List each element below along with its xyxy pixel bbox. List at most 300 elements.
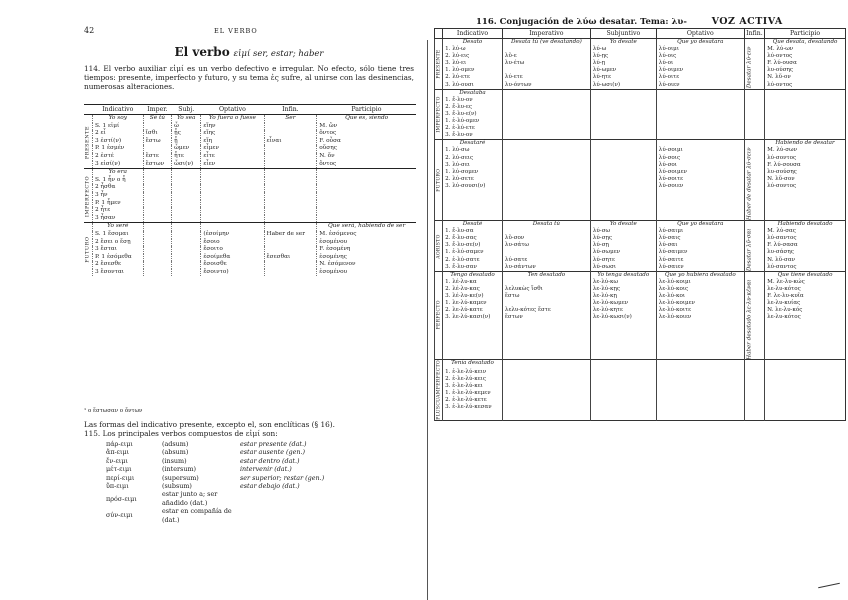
- verb-meaning: estar debajo (dat.): [240, 482, 300, 491]
- form-line: λε-λύ-κητε: [592, 307, 623, 314]
- form-line: λε-λύ-κοιμι: [658, 278, 691, 285]
- table-cell: [201, 192, 264, 200]
- table-cell: M. ὤν: [317, 123, 416, 131]
- table-cell: [143, 261, 172, 269]
- forms-part: [765, 228, 846, 271]
- form-line: 3. λέ-λυ-κε(ν): [445, 293, 484, 300]
- form-line: 3. λύ-σει: [445, 161, 470, 168]
- form-line: λυ-σούσης: [767, 168, 797, 175]
- verb-latin: (supersum): [162, 473, 199, 482]
- tense-col-header: [435, 29, 443, 39]
- tense-gloss: Que desata, desatando: [765, 39, 846, 47]
- form-line: 2. λέ-λυ-κας: [445, 285, 480, 292]
- form-line: λε-λυ-κότος: [767, 314, 801, 321]
- infinitive-gloss-spacer: [744, 271, 764, 279]
- form-line: λε-λύ-κῃ: [592, 293, 617, 300]
- table-cell: 3 ἐστί(ν): [93, 138, 144, 146]
- forms-ind: [443, 46, 503, 89]
- form-line: 3. ἐ-λε-λύ-κεσαν: [445, 404, 492, 411]
- verb-row: [106, 448, 328, 456]
- table-cell: ὦμεν: [172, 145, 201, 153]
- forms-ind: [443, 97, 503, 140]
- table-cell: [143, 200, 172, 208]
- forms-inf: [744, 147, 764, 220]
- table-cell: 2 ἔσεσθε: [93, 261, 144, 269]
- form-line: λε-λύ-κοιεν: [658, 314, 692, 321]
- table-cell: [201, 184, 264, 192]
- table-row: [84, 153, 416, 161]
- form-line: 1. ἐ-λε-λύ-κειν: [445, 368, 487, 375]
- form-line: λε-λύ-κωσι(ν): [592, 314, 632, 321]
- table-cell: εἴην: [201, 123, 264, 131]
- tense-gloss: Que será, habiendo de ser: [317, 223, 416, 231]
- form-line: 2. ἐ-λε-λύ-κεις: [445, 375, 486, 382]
- form-line: 2. ἐ-λύ-σατε: [445, 256, 480, 263]
- table-row: [84, 130, 416, 138]
- table-cell: ἐσομένου: [317, 269, 416, 277]
- forms-sub: [590, 46, 656, 89]
- tense-gloss: Que yo hubiera desatado: [656, 271, 744, 279]
- table-cell: [172, 269, 201, 277]
- tense-gloss: Habiendo de desatar: [765, 140, 846, 148]
- table-cell: 3 ἔσται: [93, 246, 144, 254]
- table-cell: 2 ἦτε: [93, 207, 144, 215]
- form-line: λύ-οιεν: [658, 81, 680, 88]
- column-header: Participio: [765, 29, 846, 39]
- form-line: 3. λε-λύ-κασι(ν): [445, 314, 491, 321]
- form-line: M. λύ-σων: [767, 147, 797, 154]
- form-line: 1. ἐ-λύ-ομεν: [445, 118, 480, 125]
- tense-gloss: [502, 360, 590, 369]
- form-line: λύ-σητε: [592, 256, 615, 263]
- table-row: [84, 145, 416, 153]
- tense-gloss: [264, 223, 317, 231]
- table-cell: 2 ἐστέ: [93, 153, 144, 161]
- table-cell: εἶναι: [264, 138, 317, 146]
- table-cell: [264, 123, 317, 131]
- verb-meaning: estar presente (dat.): [240, 440, 307, 448]
- form-line: [505, 279, 588, 286]
- tense-gloss: Que yo desatara: [656, 221, 744, 229]
- form-line: M. λε-λυ-κώς: [767, 278, 805, 285]
- table-row: [84, 123, 416, 131]
- form-line: 3. λύ-ει: [445, 60, 467, 67]
- table-cell: [172, 254, 201, 262]
- tense-label: PERFECTO: [435, 271, 443, 359]
- tense-gloss: [590, 89, 656, 97]
- table-row: [84, 161, 416, 169]
- table-cell: [264, 161, 317, 169]
- table-row: [84, 231, 416, 239]
- tense-gloss: Que yo desatara: [656, 39, 744, 47]
- table-cell: εἶεν: [201, 161, 264, 169]
- form-line: λύ-οι: [658, 60, 674, 67]
- form-line: 1. ἐ-λε-λύ-κεμεν: [445, 390, 491, 397]
- form-line: N. λῦ-σον: [767, 175, 795, 182]
- table-cell: [264, 184, 317, 192]
- form-line: λε-λύ-κοις: [658, 285, 689, 292]
- verb-latin: estar en compañía de (dat.): [162, 507, 232, 524]
- forms-imp: [502, 369, 590, 421]
- form-line: λε-λύ-κῃς: [592, 285, 621, 292]
- tense-gloss: [143, 223, 172, 231]
- paragraph-enclitic: Las formas del indicativo presente, excepto el, son enclíticas (§ 16).: [84, 420, 335, 429]
- table-row: [84, 254, 416, 262]
- form-line: 2. λύ-ετε: [445, 74, 470, 81]
- verb-greek: σύν-ειμι: [106, 511, 133, 520]
- form-line: 3. ἔ-λυ-σε(ν): [445, 242, 481, 249]
- form-line: λύ-οιμεν: [658, 67, 684, 74]
- form-line: λε-λυ-κυίας: [767, 300, 801, 307]
- form-line: 2. ἐ-λύ-ετε: [445, 125, 475, 132]
- form-line: 3. ἔ-λυ-ε(ν): [445, 110, 477, 117]
- tense-gloss: Desata tú (ve desatando): [502, 39, 590, 47]
- tense-label: FUTURO: [84, 223, 93, 277]
- form-line: λε-λυ-κότος: [767, 285, 801, 292]
- forms-imp: [502, 228, 590, 271]
- table-cell: 2 εἶ: [93, 130, 144, 138]
- verb-latin: (intersum): [162, 465, 197, 474]
- right-page: [430, 0, 848, 600]
- table-cell: ἔστων: [143, 161, 172, 169]
- table-cell: οὔσης: [317, 145, 416, 153]
- form-line: 3. ἐ-λε-λύ-κει: [445, 382, 483, 389]
- tense-gloss: [201, 169, 264, 177]
- page-gutter: [427, 40, 428, 600]
- form-line: 1. ἔ-λυ-ον: [445, 96, 473, 103]
- tense-header-row: [435, 221, 846, 229]
- table-cell: [143, 215, 172, 223]
- table-cell: ἔσεσθαι: [264, 254, 317, 262]
- form-line: λε-λύ-κοι: [658, 293, 686, 300]
- verb-row: [106, 474, 328, 482]
- infinitive-gloss-spacer: [744, 39, 764, 47]
- tense-gloss: Tenía desatado: [443, 360, 503, 369]
- forms-opt: [656, 279, 744, 360]
- verb-row: [106, 482, 328, 490]
- table-row: [84, 239, 416, 247]
- table-cell: 3 ἔσονται: [93, 269, 144, 277]
- column-header: Infin.: [746, 30, 763, 37]
- verb-greek: πάρ-ειμι: [106, 440, 133, 448]
- forms-inf: [744, 228, 764, 271]
- form-line: [505, 228, 588, 235]
- table-cell: P. 1 ἐσόμεθα: [93, 254, 144, 262]
- forms-part: [765, 279, 846, 360]
- verb-row: [106, 440, 328, 448]
- forms-part: [765, 147, 846, 220]
- table-cell: [172, 207, 201, 215]
- table-cell: ᾖ: [172, 138, 201, 146]
- column-header: Indicativo: [443, 29, 503, 39]
- forms-part: [765, 46, 846, 89]
- form-line: λύ-οιτε: [658, 74, 680, 81]
- table-cell: [201, 177, 264, 185]
- form-line: λε-λύ-κοιμεν: [658, 300, 695, 307]
- eimi-conjugation-table: [84, 104, 416, 276]
- form-line: λύ-ῃς: [592, 53, 609, 60]
- compound-verbs-list: [106, 440, 328, 524]
- table-cell: [201, 200, 264, 208]
- table-cell: ᾖς: [172, 130, 201, 138]
- forms-ind: [443, 369, 503, 421]
- tense-forms-row: [435, 228, 846, 271]
- forms-part: [765, 97, 846, 140]
- tense-forms-row: [435, 369, 846, 421]
- tense-label: PRESENTE: [435, 39, 443, 90]
- tense-gloss: Yo sea: [172, 115, 201, 123]
- form-line: 1. λύ-ομεν: [445, 67, 475, 74]
- form-line: ἔστων: [504, 314, 523, 321]
- tense-header-row: [84, 223, 416, 231]
- column-header: Optativo: [201, 105, 264, 115]
- verb-meaning: intervenir (dat.): [240, 465, 292, 474]
- table-cell: [172, 177, 201, 185]
- table-cell: [172, 184, 201, 192]
- infinitive-gloss: Haber desatado: [746, 314, 753, 360]
- forms-opt: [656, 228, 744, 271]
- form-line: 2. λύ-εις: [445, 53, 470, 60]
- table-cell: [172, 246, 201, 254]
- forms-opt: [656, 97, 744, 140]
- form-line: N. λε-λυ-κός: [767, 307, 803, 314]
- form-line: 1. ἔ-λυ-σα: [445, 228, 474, 235]
- tense-header-row: [84, 115, 416, 123]
- table-cell: 2 ἔσει ο ἔσῃ: [93, 239, 144, 247]
- form-line: N. λῦ-ον: [767, 74, 791, 81]
- infinitive-gloss-spacer: [744, 360, 764, 369]
- verb-latin: estar junto a; ser añadido (dat.): [162, 490, 218, 507]
- form-line: 3. ἔ-λυ-ον: [445, 132, 473, 139]
- conjugation-heading: 116. Conjugación de λύω desatar. Tema: λυ-: [476, 17, 687, 27]
- form-line: [505, 249, 588, 256]
- tense-gloss: [656, 89, 744, 97]
- verb-row: [106, 507, 328, 524]
- forms-ind: [443, 279, 503, 360]
- table-cell: [143, 269, 172, 277]
- form-line: 2. λύ-σεις: [445, 154, 474, 161]
- forms-imp: [502, 279, 590, 360]
- table-cell: P. 1 ἐσμέν: [93, 145, 144, 153]
- table-cell: [317, 177, 416, 185]
- table-cell: [143, 254, 172, 262]
- table-cell: ἦτε: [172, 153, 201, 161]
- table-cell: ὦσι(ν): [172, 161, 201, 169]
- table-cell: [172, 192, 201, 200]
- form-line: λύ-ωσι(ν): [592, 81, 621, 88]
- form-line: M. λύ-ων: [767, 46, 794, 53]
- verb-meaning: estar ausente (gen.): [240, 448, 306, 457]
- infinitive-form: λε-λυ-κέναι: [746, 279, 753, 313]
- table-cell: [317, 207, 416, 215]
- table-cell: [143, 192, 172, 200]
- forms-inf: [744, 97, 764, 140]
- form-line: 1. λύ-σομεν: [445, 168, 479, 175]
- table-cell: ἐσομένου: [317, 239, 416, 247]
- column-header: Infin.: [264, 105, 317, 115]
- tense-gloss: Habiendo desatado: [765, 221, 846, 229]
- form-line: λύ-σῃς: [592, 235, 612, 242]
- table-cell: S. 1 ἔσομαι: [93, 231, 144, 239]
- column-header: Imperativo: [502, 29, 590, 39]
- pencil-mark: [818, 583, 840, 589]
- form-line: λυ-ούσης: [767, 67, 794, 74]
- table-cell: [317, 200, 416, 208]
- form-line: F. λύ-σουσα: [767, 161, 801, 168]
- form-line: 2. ἔ-λυ-σας: [445, 235, 477, 242]
- title-sub: εἰμί ser, estar; haber: [233, 49, 324, 59]
- tense-gloss: [765, 89, 846, 97]
- tense-gloss: Desata tú: [502, 221, 590, 229]
- tense-gloss: Yo fuera o fuese: [201, 115, 264, 123]
- table-cell: [172, 239, 201, 247]
- tense-gloss: Que es, siendo: [317, 115, 416, 123]
- form-line: λύ-ωμεν: [592, 67, 617, 74]
- table-cell: [264, 177, 317, 185]
- tense-gloss: Yo tenga desatado: [590, 271, 656, 279]
- table-cell: ἴσθι: [143, 130, 172, 138]
- form-line: λύ-σαιτε: [658, 256, 684, 263]
- table-cell: 3 εἰσί(ν): [93, 161, 144, 169]
- tense-gloss: Que tiene desatado: [765, 271, 846, 279]
- tense-gloss: [264, 169, 317, 177]
- tense-label: FUTURO: [435, 140, 443, 221]
- form-line: λύ-ω: [592, 46, 607, 53]
- column-header: Participio: [317, 105, 416, 115]
- form-line: λύ-σω: [592, 228, 611, 235]
- form-line: λύ-οις: [658, 53, 677, 60]
- table-cell: εἶτε: [201, 153, 264, 161]
- table-cell: [264, 246, 317, 254]
- form-line: 3. ἔ-λυ-σαν: [445, 263, 477, 270]
- form-line: λύ-ῃ: [592, 60, 606, 67]
- table-row: [84, 215, 416, 223]
- column-header: Subjuntivo: [590, 29, 656, 39]
- form-line: λῦ-ε: [504, 53, 517, 60]
- form-line: 2. ἔ-λυ-ες: [445, 103, 472, 110]
- table-cell: ὄντος: [317, 161, 416, 169]
- forms-opt: [656, 147, 744, 220]
- column-header: Subj.: [172, 105, 201, 115]
- table-cell: F. οὖσα: [317, 138, 416, 146]
- infinitive-form: λύ-ειν: [746, 47, 753, 65]
- infinitive-gloss-spacer: [744, 89, 764, 97]
- form-line: λύ-σοι: [658, 161, 677, 168]
- form-line: N. λῦ-σαν: [767, 256, 796, 263]
- tense-header-row: [435, 89, 846, 97]
- tense-forms-row: [435, 97, 846, 140]
- table-cell: εἴη: [201, 138, 264, 146]
- forms-part: [765, 369, 846, 421]
- form-line: F. λε-λυ-κυῖα: [767, 293, 804, 300]
- form-line: λυ-έτω: [504, 60, 525, 67]
- tense-header-row: [435, 271, 846, 279]
- table-cell: P. 1 ἦμεν: [93, 200, 144, 208]
- form-line: λυ-όντων: [504, 81, 532, 88]
- form-line: F. λύ-ουσα: [767, 60, 797, 67]
- table-cell: [172, 231, 201, 239]
- forms-ind: [443, 228, 503, 271]
- paragraph-115: 115. Los principales verbos compuestos de εἰμί son:: [84, 429, 278, 438]
- table-cell: [264, 153, 317, 161]
- tense-gloss: Desato: [443, 39, 503, 47]
- table-cell: [143, 184, 172, 192]
- infinitive-gloss-spacer: [744, 221, 764, 229]
- tense-gloss: [143, 169, 172, 177]
- table-cell: [264, 239, 317, 247]
- table-cell: 3 ἦν: [93, 192, 144, 200]
- table-cell: N. ἐσόμενον: [317, 261, 416, 269]
- table-cell: ἔστε: [143, 153, 172, 161]
- form-line: 2. λύ-σετε: [445, 175, 474, 182]
- luo-conjugation-table: [434, 28, 846, 421]
- tense-gloss: [201, 223, 264, 231]
- table-cell: N. ὄν: [317, 153, 416, 161]
- verb-greek: ἔν-ειμι: [106, 456, 128, 465]
- table-cell: [264, 215, 317, 223]
- verb-meaning: [240, 490, 328, 507]
- infinitive-gloss: Desatar: [746, 66, 753, 89]
- tense-gloss: Yo era: [93, 169, 144, 177]
- table-cell: εἶμεν: [201, 145, 264, 153]
- voice-label: VOZ ACTIVA: [711, 16, 783, 27]
- forms-sub: [590, 228, 656, 271]
- verb-row: [106, 490, 328, 507]
- tense-gloss: [502, 140, 590, 148]
- column-header: Indicativo: [93, 105, 144, 115]
- table-cell: ὦ: [172, 123, 201, 131]
- tense-gloss: [656, 360, 744, 369]
- form-line: 1. λύ-σω: [445, 147, 470, 154]
- verb-latin: (subsum): [162, 482, 192, 491]
- tense-label: IMPERFECTO: [84, 169, 93, 223]
- form-line: λύ-σατε: [504, 256, 528, 263]
- tense-gloss: [765, 360, 846, 369]
- verb-row: [106, 457, 328, 465]
- form-line: λυ-σάτω: [504, 242, 529, 249]
- table-row: [84, 261, 416, 269]
- form-line: λύ-οιμι: [658, 46, 680, 53]
- tense-gloss: Desataré: [443, 140, 503, 148]
- tense-gloss: [590, 360, 656, 369]
- table-cell: Haber de ser: [264, 231, 317, 239]
- verb-meaning: [240, 507, 328, 524]
- tense-label: PLUSCUAMPERFECTO: [436, 360, 441, 420]
- table-cell: εἴης: [201, 130, 264, 138]
- form-line: 2. ἐ-λε-λύ-κετε: [445, 397, 487, 404]
- tense-gloss: Yo seré: [93, 223, 144, 231]
- forms-sub: [590, 279, 656, 360]
- table-row: [84, 177, 416, 185]
- form-line: λύ-σοιμεν: [658, 168, 687, 175]
- running-head: EL VERBO: [214, 27, 258, 35]
- form-line: λυ-σάντων: [504, 263, 536, 270]
- verb-latin: (insum): [162, 456, 187, 465]
- tense-label: IMPERFECTO: [435, 89, 443, 140]
- tense-forms-row: [435, 147, 846, 220]
- form-line: λύ-σαιεν: [658, 263, 684, 270]
- form-line: λύ-σαντος: [767, 263, 797, 270]
- tense-gloss: Yo desate: [590, 39, 656, 47]
- table-cell: [264, 207, 317, 215]
- title-main: El verbo: [174, 45, 230, 59]
- page-number: 42: [84, 26, 95, 35]
- form-line: 1. ἐ-λύ-σαμεν: [445, 249, 484, 256]
- paragraph-114: 114. El verbo auxiliar εἰμί es un verbo defectivo e irregular. No efecto, sólo tiene tres tiempos: presente, imperfecto y futuro, y su tema ἐς sufre, al unirse con las desinencias, numerosas alteraciones.: [84, 64, 414, 91]
- table-cell: (ἐσοίμην: [201, 231, 264, 239]
- form-line: 3. λύ-ουσι: [445, 81, 474, 88]
- form-line: λύ-σαι: [658, 242, 678, 249]
